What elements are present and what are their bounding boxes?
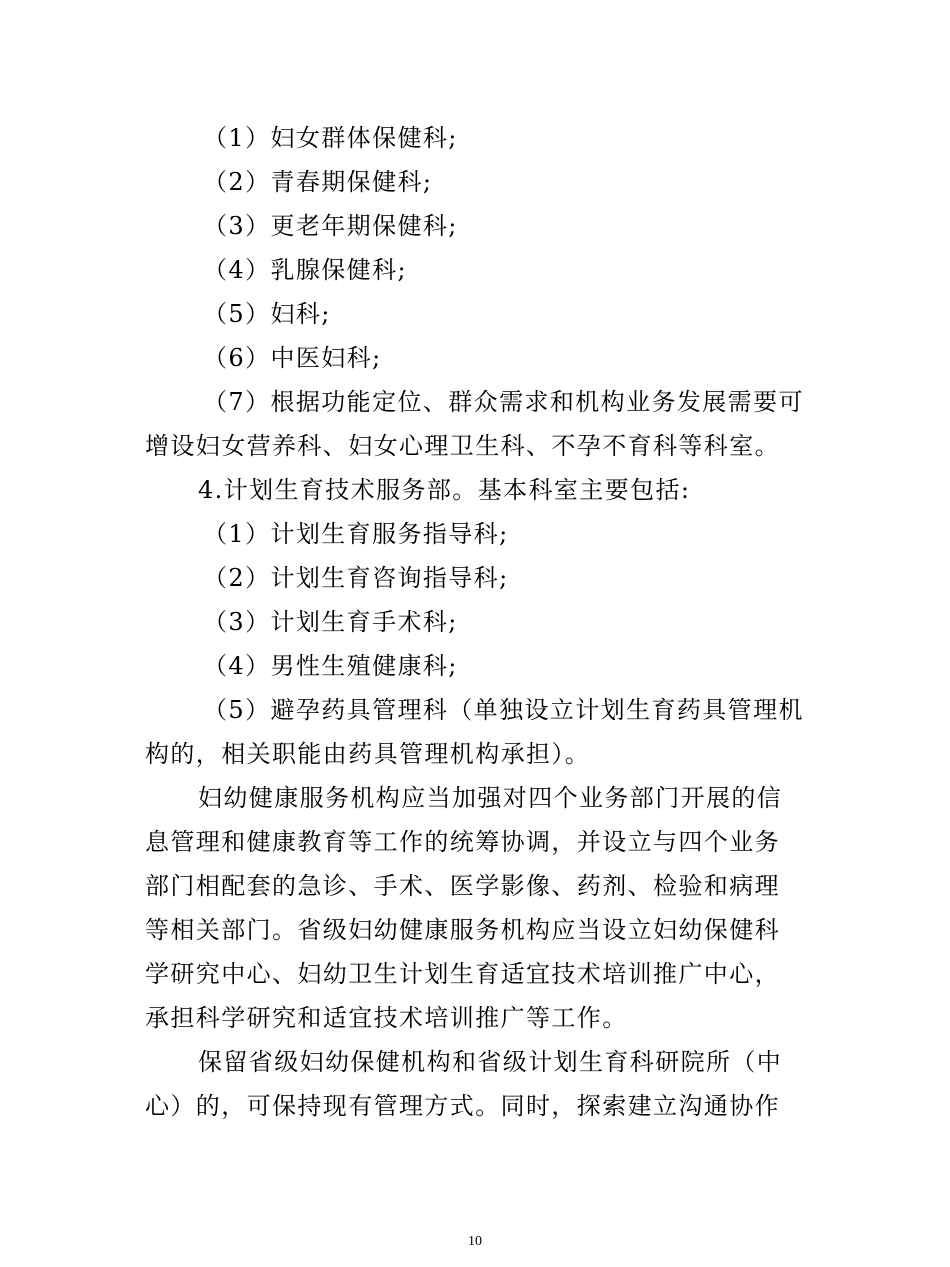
paragraph-line: 增设妇女营养科、妇女心理卫生科、不孕不育科等科室。 — [145, 432, 780, 460]
list-item: （4）乳腺保健科; — [203, 256, 407, 284]
list-item: （7）根据功能定位、群众需求和机构业务发展需要可 — [203, 388, 804, 416]
list-item: （4）男性生殖健康科; — [203, 652, 458, 680]
paragraph-line: 保留省级妇幼保健机构和省级计划生育科研院所（中 — [198, 1048, 783, 1076]
paragraph-line: 构的，相关职能由药具管理机构承担）。 — [145, 740, 591, 768]
paragraph-line: 心）的，可保持现有管理方式。同时，探索建立沟通协作 — [145, 1092, 780, 1120]
list-item: （5）妇科; — [203, 300, 331, 328]
paragraph-line: 承担科学研究和适宜技术培训推广等工作。 — [145, 1004, 628, 1032]
list-item: （1）妇女群体保健科; — [203, 124, 458, 152]
page-number: 10 — [468, 1234, 482, 1249]
paragraph-line: 等相关部门。省级妇幼健康服务机构应当设立妇幼保健科 — [145, 916, 780, 944]
paragraph-line: 部门相配套的急诊、手术、医学影像、药剂、检验和病理 — [145, 872, 780, 900]
list-item: （1）计划生育服务指导科; — [203, 520, 509, 548]
list-item: （6）中医妇科; — [203, 344, 382, 372]
paragraph-line: 息管理和健康教育等工作的统筹协调，并设立与四个业务 — [145, 828, 780, 856]
list-item: （3）计划生育手术科; — [203, 608, 458, 636]
paragraph-line: 学研究中心、妇幼卫生计划生育适宜技术培训推广中心， — [145, 960, 780, 988]
list-item: （2）计划生育咨询指导科; — [203, 564, 509, 592]
list-item: （3）更老年期保健科; — [203, 212, 458, 240]
list-item: （5）避孕药具管理科（单独设立计划生育药具管理机 — [203, 696, 804, 724]
paragraph-line: 妇幼健康服务机构应当加强对四个业务部门开展的信 — [198, 784, 783, 812]
list-item: （2）青春期保健科; — [203, 168, 433, 196]
section-heading: 4.计划生育技术服务部。基本科室主要包括: — [198, 476, 691, 504]
